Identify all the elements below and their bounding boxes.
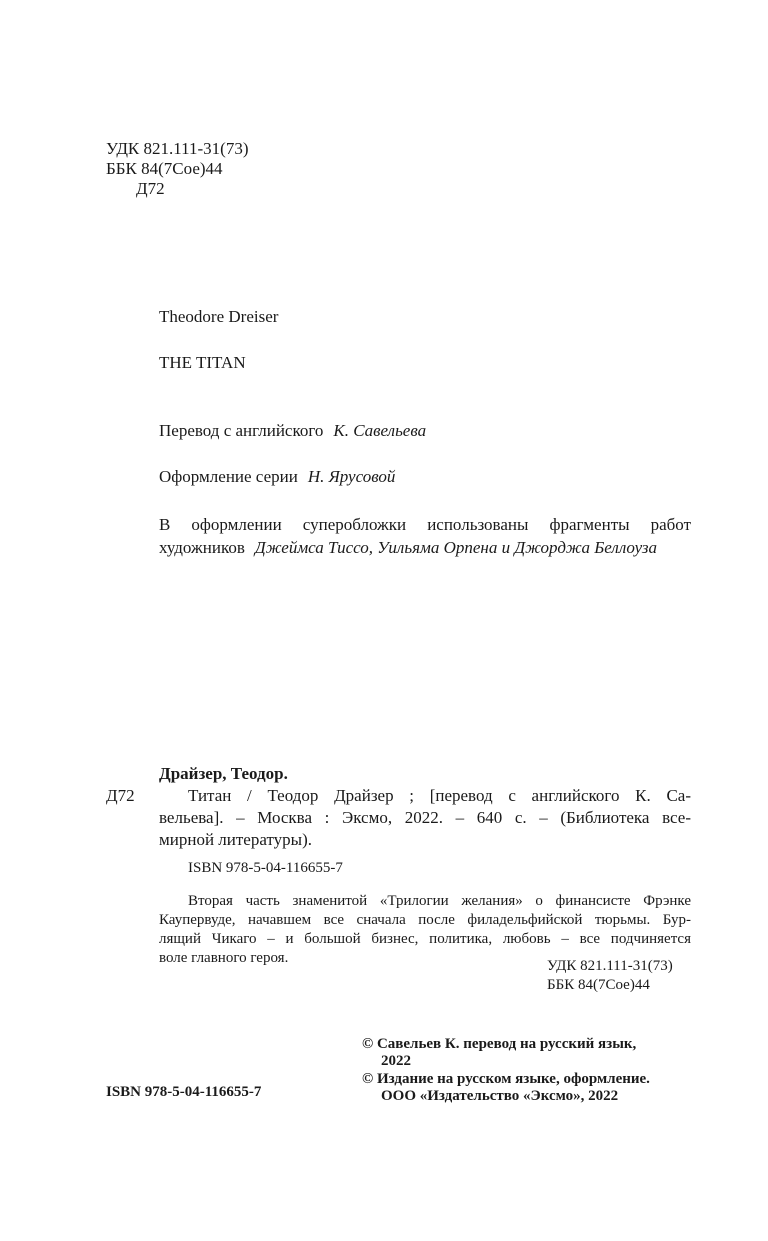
cover-art-names: Джеймса Тиссо, Уильяма Орпена и Джорджа Беллоуза [254, 538, 658, 557]
copyright-line-2b: ООО «Издательство «Эксмо», 2022 [381, 1088, 619, 1104]
cover-art-label: художников [159, 538, 245, 557]
translator-name: К. Савельева [333, 421, 427, 440]
copyright-line-1: © Савельев К. перевод на русский язык, [362, 1036, 637, 1052]
cover-art-line-1: В оформлении суперобложки использованы фрагменты работ [159, 515, 691, 534]
copyright-line-1b: 2022 [381, 1053, 411, 1069]
series-design-label: Оформление серии [159, 467, 298, 486]
udk-top: УДК 821.111-31(73) [106, 139, 249, 158]
designer-name: Н. Ярусовой [307, 467, 396, 486]
author-mark-top: Д72 [136, 179, 165, 198]
annotation-line-4: воле главного героя. [159, 950, 289, 966]
original-title: THE TITAN [159, 353, 246, 372]
catalog-line-3: мирной литературы). [159, 830, 312, 849]
translation-line [159, 421, 426, 441]
copyright-line-2: © Издание на русском языке, оформление. [362, 1071, 650, 1087]
catalog-line-1: Титан / Теодор Драйзер ; [перевод с английского К. Са- [188, 786, 691, 805]
catalog-line-2: вельева]. – Москва : Эксмо, 2022. – 640 с. – (Библиотека все- [159, 808, 691, 827]
translation-label: Перевод с английского [159, 421, 324, 440]
annotation-line-1: Вторая часть знаменитой «Трилогии желания» о финансисте Фрэнке [188, 893, 691, 909]
bbk-bottom: ББК 84(7Сое)44 [547, 977, 650, 993]
catalog-isbn: ISBN 978-5-04-116655-7 [188, 860, 343, 876]
isbn-bottom: ISBN 978-5-04-116655-7 [106, 1084, 262, 1100]
bbk-top: ББК 84(7Сое)44 [106, 159, 223, 178]
cover-art-line-2 [159, 538, 657, 558]
catalog-mark: Д72 [106, 786, 135, 805]
series-design-line [159, 467, 395, 487]
annotation-line-2: Каупервуде, начавшем все сначала после филадельфийской тюрьмы. Бур- [159, 912, 691, 928]
original-author: Theodore Dreiser [159, 307, 279, 326]
annotation-line-3: лящий Чикаго – и большой бизнес, политика, любовь – все подчиняется [159, 931, 691, 947]
udk-bottom: УДК 821.111-31(73) [547, 958, 673, 974]
catalog-author-heading: Драйзер, Теодор. [159, 764, 288, 783]
